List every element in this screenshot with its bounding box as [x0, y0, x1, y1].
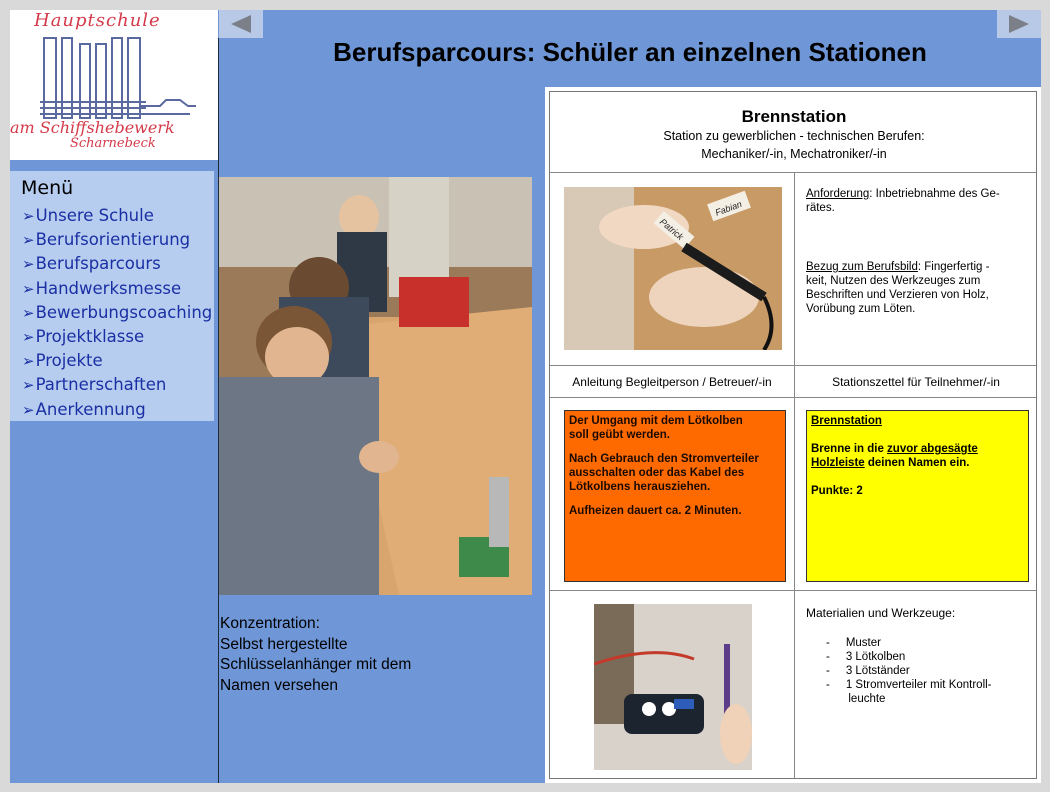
materials-item: - 3 Lötkolben [826, 651, 906, 663]
header [219, 10, 1041, 87]
menu-list [22, 206, 212, 424]
doc-subtitle-1: Station zu gewerblichen - technischen Berufen: [663, 129, 925, 143]
logo-text-schiffshebewerk: am Schiffshebewerk [10, 118, 175, 137]
card-points: Punkte: 2 [811, 485, 863, 497]
arrow-right-icon: ➢ [22, 231, 35, 250]
anforderung-value: : Inbetriebnahme des Ge- [869, 188, 1000, 200]
instruction-line: Lötkolbens herausziehen. [569, 481, 711, 493]
menu-item-projektklasse[interactable] [22, 327, 212, 351]
participant-card [806, 410, 1029, 582]
materials-item-text: leuchte [848, 693, 886, 705]
instruction-line: Der Umgang mit dem Lötkolben [569, 415, 743, 427]
menu-item-label: Anerkennung [35, 399, 146, 419]
bezug-label: Bezug zum Berufsbild [806, 261, 918, 273]
instruction-line: ausschalten oder das Kabel des [569, 467, 745, 479]
soldering-station-image [594, 604, 752, 770]
menu-item-label: Projekte [35, 351, 103, 371]
supervisor-instructions [564, 410, 786, 582]
card-line [811, 456, 1024, 470]
station-table [549, 91, 1037, 779]
card-title: Brennstation [811, 415, 882, 427]
menu-item-label: Partnerschaften [35, 375, 167, 395]
arrow-right-icon: ➢ [22, 303, 35, 322]
closeup-illustration [564, 187, 782, 350]
materials-item-text: 3 Lötkolben [845, 651, 906, 663]
anforderung-value-2: rätes. [806, 202, 835, 214]
photo-illustration [219, 177, 532, 595]
triangle-left-icon [231, 15, 253, 33]
menu-item-bewerbungscoaching[interactable] [22, 303, 212, 327]
bezug-text [806, 260, 989, 316]
arrow-right-icon: ➢ [22, 352, 35, 371]
caption-line: Namen versehen [220, 676, 339, 694]
school-logo[interactable] [10, 10, 218, 160]
instruction-line: Aufheizen dauert ca. 2 Minuten. [569, 505, 742, 517]
card-text: Holzleiste [811, 457, 865, 469]
table-divider [550, 590, 1036, 591]
menu-item-label: Berufsorientierung [35, 230, 191, 250]
materials-item-text: 1 Stromverteiler mit Kontroll- [845, 679, 992, 691]
instruction-line: soll geübt werden. [569, 429, 670, 441]
table-divider [550, 172, 1036, 173]
page-frame [10, 10, 1041, 783]
prev-page-button[interactable] [219, 10, 263, 38]
menu-item-label: Projektklasse [35, 326, 145, 346]
bezug-line: keit, Nutzen des Werkzeuges zum [806, 275, 981, 287]
caption-line: Selbst hergestellte [220, 635, 348, 653]
page-title: Berufsparcours: Schüler an einzelnen Stationen [333, 37, 927, 67]
arrow-right-icon: ➢ [22, 255, 35, 274]
menu-item-label: Unsere Schule [35, 206, 154, 225]
arrow-right-icon: ➢ [22, 400, 35, 419]
soldering-closeup-image [564, 187, 782, 350]
next-page-button[interactable] [997, 10, 1041, 38]
menu-item-handwerksmesse[interactable] [22, 279, 212, 303]
arrow-right-icon: ➢ [22, 376, 35, 395]
materials-item-cont [826, 692, 992, 706]
table-divider [550, 397, 1036, 398]
photo-caption [220, 614, 520, 696]
card-text: Brenne in die [811, 443, 888, 455]
name-tag-1: Fabian [713, 198, 744, 218]
table-divider [550, 365, 1036, 366]
instruction-line: Nach Gebrauch den Stromverteiler [569, 453, 759, 465]
col-left-header: Anleitung Begleitperson / Betreuer/-in [572, 375, 772, 389]
card-line [811, 442, 1024, 456]
station-document [545, 87, 1041, 783]
materials-item-text: Muster [845, 637, 881, 649]
materials-list [826, 636, 992, 706]
menu-item-unsere-schule[interactable] [22, 206, 212, 230]
arrow-right-icon: ➢ [22, 207, 35, 225]
table-divider [794, 172, 795, 778]
menu-item-label: Berufsparcours [35, 254, 161, 274]
menu-item-label: Handwerksmesse [35, 278, 182, 298]
menu-title: Menü [21, 177, 74, 199]
triangle-right-icon [1009, 15, 1031, 33]
logo-text-scharnebeck: Scharnebeck [70, 136, 156, 151]
materials-item: - 1 Stromverteiler mit Kontroll- [826, 679, 992, 691]
menu-item-partnerschaften[interactable] [22, 375, 212, 399]
materials-item: - Muster [826, 637, 881, 649]
menu-item-anerkennung[interactable] [22, 400, 212, 424]
doc-subtitle-2: Mechaniker/-in, Mechatroniker/-in [701, 147, 887, 161]
caption-line: Konzentration: [220, 615, 320, 632]
menu [10, 171, 214, 421]
sidebar [10, 10, 218, 783]
card-text: zuvor abgesägte [887, 443, 978, 455]
menu-item-berufsparcours[interactable] [22, 254, 212, 278]
doc-title: Brennstation [741, 107, 847, 126]
bezug-line: Vorübung zum Löten. [806, 303, 916, 315]
materials-item-text: 3 Lötständer [845, 665, 910, 677]
bezug-line: Beschriften und Verzieren von Holz, [806, 289, 989, 301]
station-illustration [594, 604, 752, 770]
arrow-right-icon: ➢ [22, 279, 35, 298]
menu-item-label: Bewerbungscoaching [35, 302, 213, 322]
materials-item: - 3 Lötständer [826, 665, 910, 677]
name-tag-2: Patrick [657, 216, 686, 242]
anforderung-label: Anforderung [806, 188, 870, 200]
menu-item-projekte[interactable] [22, 351, 212, 375]
menu-item-berufsorientierung[interactable] [22, 230, 212, 254]
anforderung-text [806, 187, 1000, 215]
card-text: deinen Namen ein. [864, 457, 970, 469]
bezug-line: : Fingerfertig - [917, 261, 990, 273]
caption-line: Schlüsselanhänger mit dem [220, 656, 412, 673]
logo-text-hauptschule: Hauptschule [34, 10, 161, 31]
col-right-header: Stationszettel für Teilnehmer/-in [832, 375, 1000, 389]
materials-title: Materialien und Werkzeuge: [806, 606, 956, 620]
students-soldering-photo [219, 177, 532, 595]
arrow-right-icon: ➢ [22, 327, 35, 346]
